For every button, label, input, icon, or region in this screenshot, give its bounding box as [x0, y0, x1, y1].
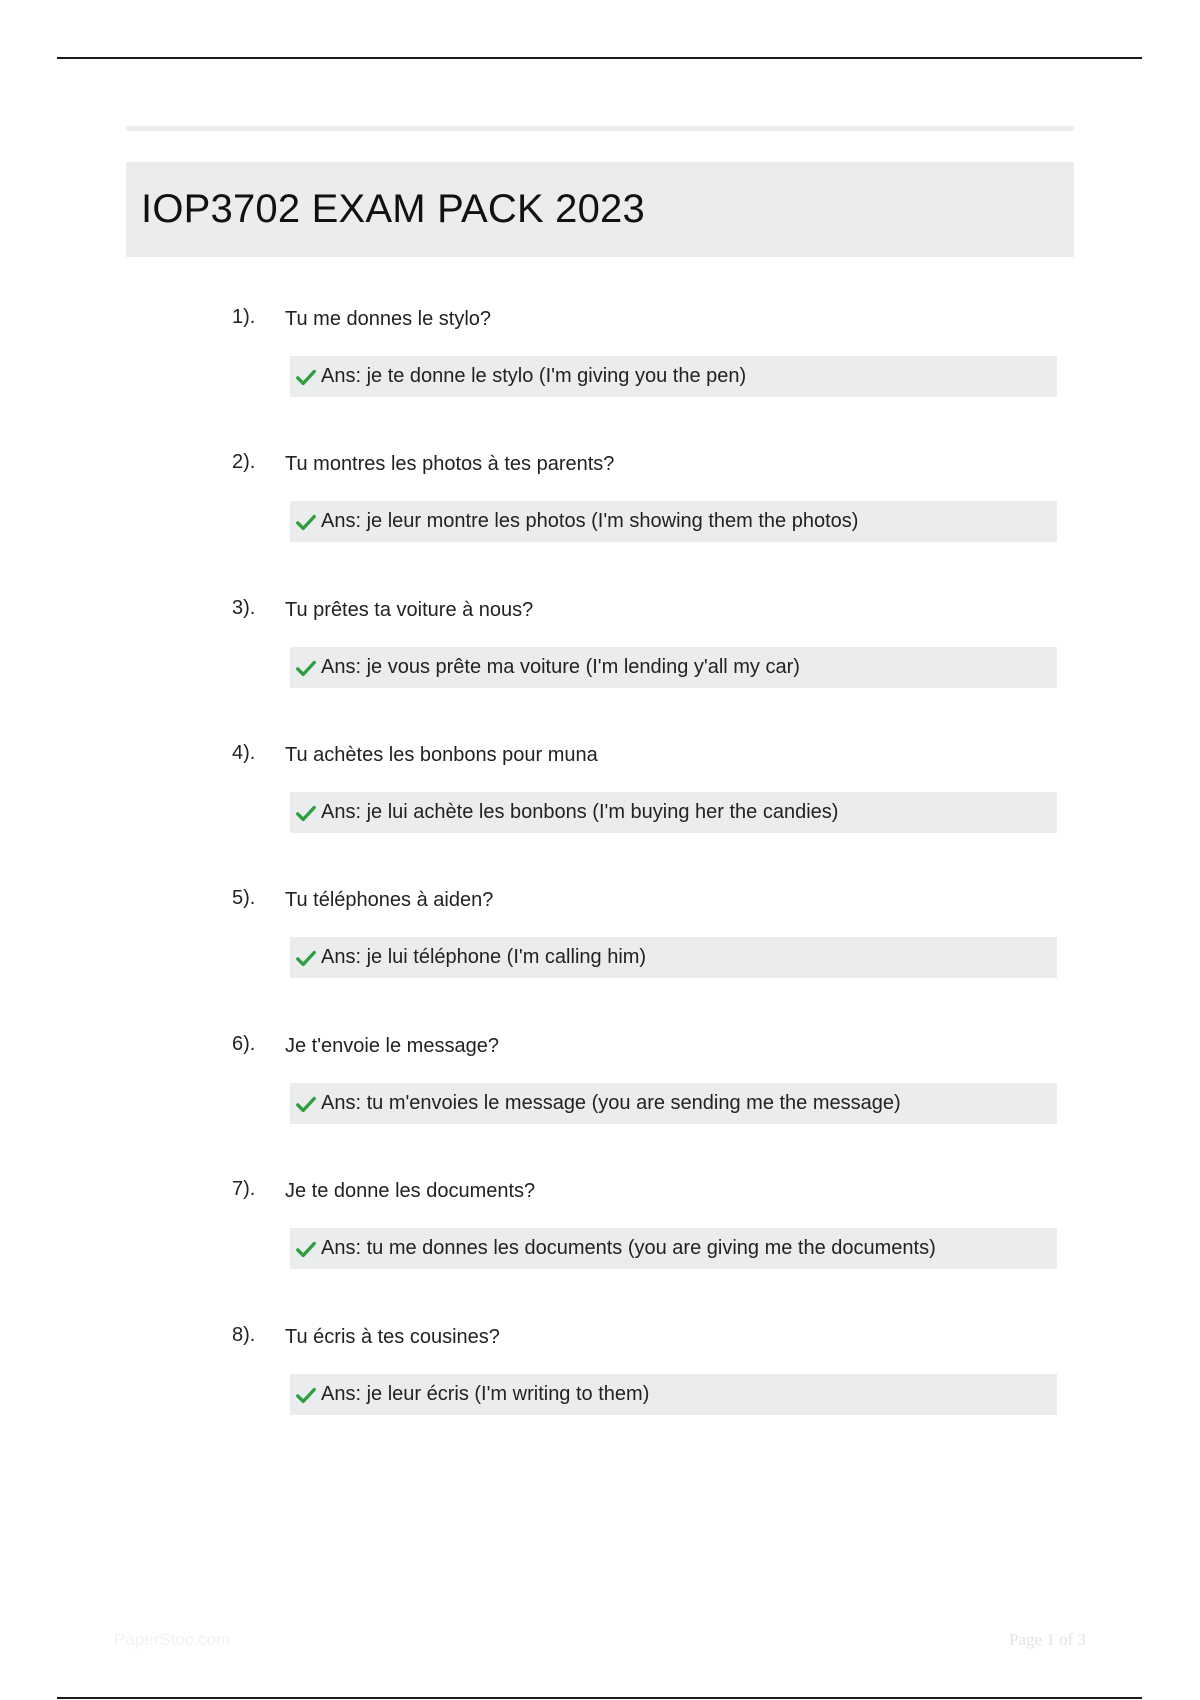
watermark-text: PaperStoc.com — [114, 1630, 231, 1649]
answer-box — [290, 1083, 1057, 1124]
question-item-4 — [0, 742, 1200, 852]
answer-text: Ans: je leur montre les photos (I'm showing them the photos) — [321, 510, 859, 532]
answer-box — [290, 1374, 1057, 1415]
question-number: 2). — [232, 451, 256, 473]
bottom-rule — [57, 1697, 1142, 1699]
question-item-8 — [0, 1324, 1200, 1434]
question-number: 1). — [232, 306, 256, 328]
answer-box — [290, 356, 1057, 397]
question-item-3 — [0, 597, 1200, 707]
question-number: 4). — [232, 742, 256, 764]
answer-box — [290, 792, 1057, 833]
answer-text: Ans: je te donne le stylo (I'm giving you the pen) — [321, 365, 747, 387]
question-number: 3). — [232, 597, 256, 619]
check-icon — [295, 1093, 317, 1115]
question-item-1 — [0, 306, 1200, 416]
question-item-6 — [0, 1033, 1200, 1143]
check-icon — [295, 1384, 317, 1406]
question-number: 6). — [232, 1033, 256, 1055]
question-text: Tu prêtes ta voiture à nous? — [285, 599, 534, 621]
check-icon — [295, 1238, 317, 1260]
check-icon — [295, 366, 317, 388]
question-number: 7). — [232, 1178, 256, 1200]
answer-text: Ans: tu me donnes les documents (you are giving me the documents) — [321, 1237, 936, 1259]
question-text: Tu achètes les bonbons pour muna — [285, 744, 598, 766]
answer-text: Ans: je lui achète les bonbons (I'm buying her the candies) — [321, 801, 839, 823]
question-number: 8). — [232, 1324, 256, 1346]
question-text: Tu montres les photos à tes parents? — [285, 453, 615, 475]
answer-text: Ans: tu m'envoies le message (you are sending me the message) — [321, 1092, 901, 1114]
document-title: IOP3702 EXAM PACK 2023 — [141, 187, 645, 231]
check-icon — [295, 947, 317, 969]
question-number: 5). — [232, 887, 256, 909]
check-icon — [295, 511, 317, 533]
answer-text: Ans: je vous prête ma voiture (I'm lending y'all my car) — [321, 656, 800, 678]
question-text: Tu me donnes le stylo? — [285, 308, 492, 330]
question-item-7 — [0, 1178, 1200, 1288]
question-text: Je t'envoie le message? — [285, 1035, 499, 1057]
answer-box — [290, 937, 1057, 978]
page-number: Page 1 of 3 — [1009, 1630, 1086, 1649]
answer-box — [290, 1228, 1057, 1269]
question-item-5 — [0, 887, 1200, 997]
question-item-2 — [0, 451, 1200, 561]
question-text: Tu téléphones à aiden? — [285, 889, 494, 911]
answer-text: Ans: je leur écris (I'm writing to them) — [321, 1383, 650, 1405]
answer-text: Ans: je lui téléphone (I'm calling him) — [321, 946, 647, 968]
question-text: Je te donne les documents? — [285, 1180, 536, 1202]
check-icon — [295, 802, 317, 824]
answer-box — [290, 501, 1057, 542]
answer-box — [290, 647, 1057, 688]
question-text: Tu écris à tes cousines? — [285, 1326, 500, 1348]
check-icon — [295, 657, 317, 679]
